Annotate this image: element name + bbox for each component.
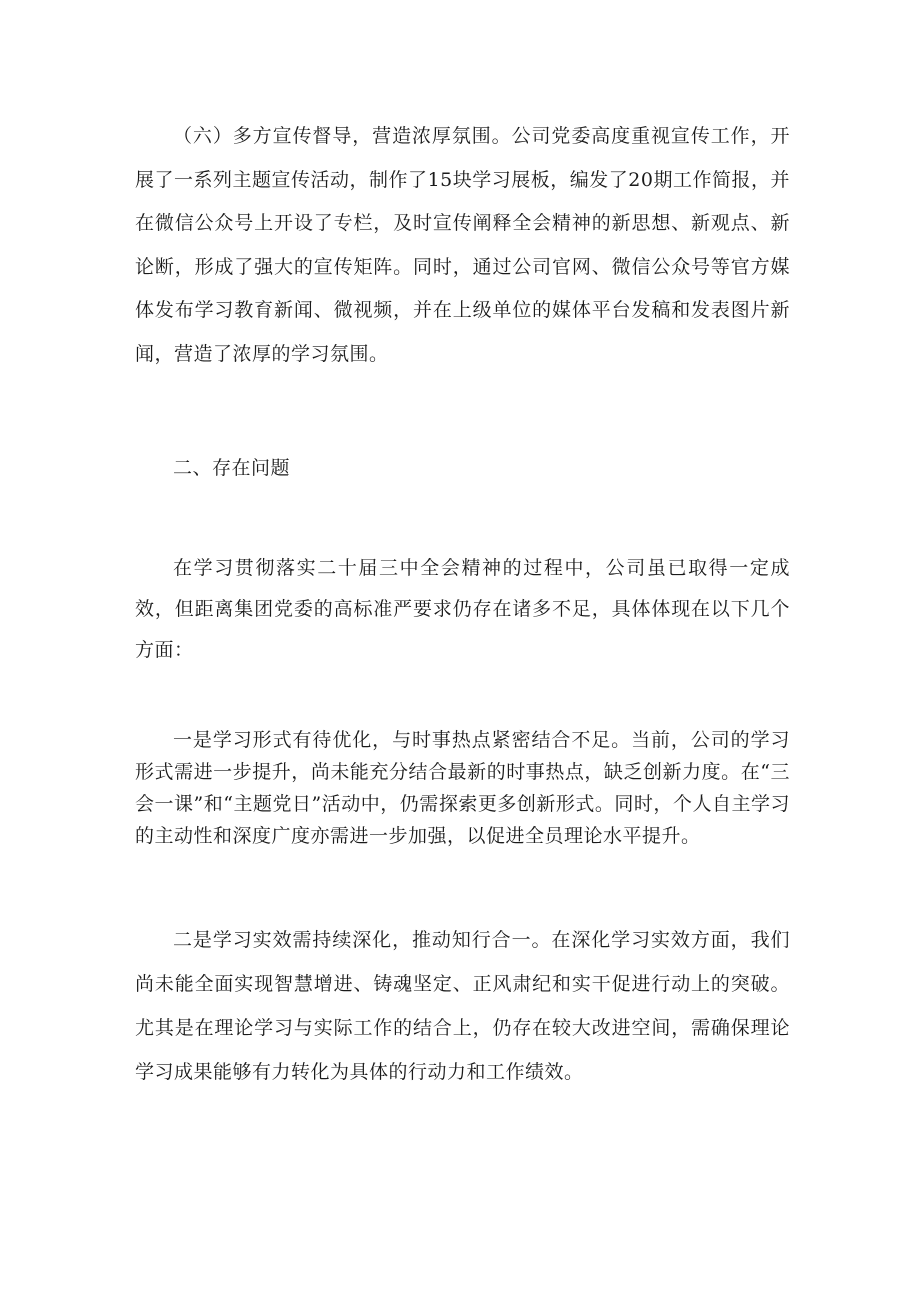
section-heading-problems: 二、存在问题 [173, 457, 291, 479]
paragraph-problem-two: 二是学习实效需持续深化，推动知行合一。在深化学习实效方面，我们尚未能全面实现智慧增进、铸魂坚定、正风肃纪和实干促进行动上的突破。尤其是在理论学习与实际工作的结合上，仍存在较大改进空间，需确保理论学习成果能够有力转化为具体的行动力和工作绩效。 [135, 929, 790, 1083]
paragraph-problems-intro: 在学习贯彻落实二十届三中全会精神的过程中，公司虽已取得一定成效，但距离集团党委的高标准严要求仍存在诸多不足，具体体现在以下几个方面： [135, 557, 790, 661]
paragraph-problem-one: 一是学习形式有待优化，与时事热点紧密结合不足。当前，公司的学习形式需进一步提升，尚未能充分结合最新的时事热点，缺乏创新力度。在“三会一课”和“主题党日”活动中，仍需探索更多创新形式。同时，个人自主学习的主动性和深度广度亦需进一步加强，以促进全员理论水平提升。 [135, 729, 790, 847]
paragraph-publicity: （六）多方宣传督导，营造浓厚氛围。公司党委高度重视宣传工作，开展了一系列主题宣传活动，制作了15块学习展板，编发了20期工作简报，并在微信公众号上开设了专栏，及时宣传阐释全会精神的新思想、新观点、新论断，形成了强大的宣传矩阵。同时，通过公司官网、微信公众号等官方媒体发布学习教育新闻、微视频，并在上级单位的媒体平台发稿和发表图片新闻，营造了浓厚的学习氛围。 [135, 125, 790, 365]
